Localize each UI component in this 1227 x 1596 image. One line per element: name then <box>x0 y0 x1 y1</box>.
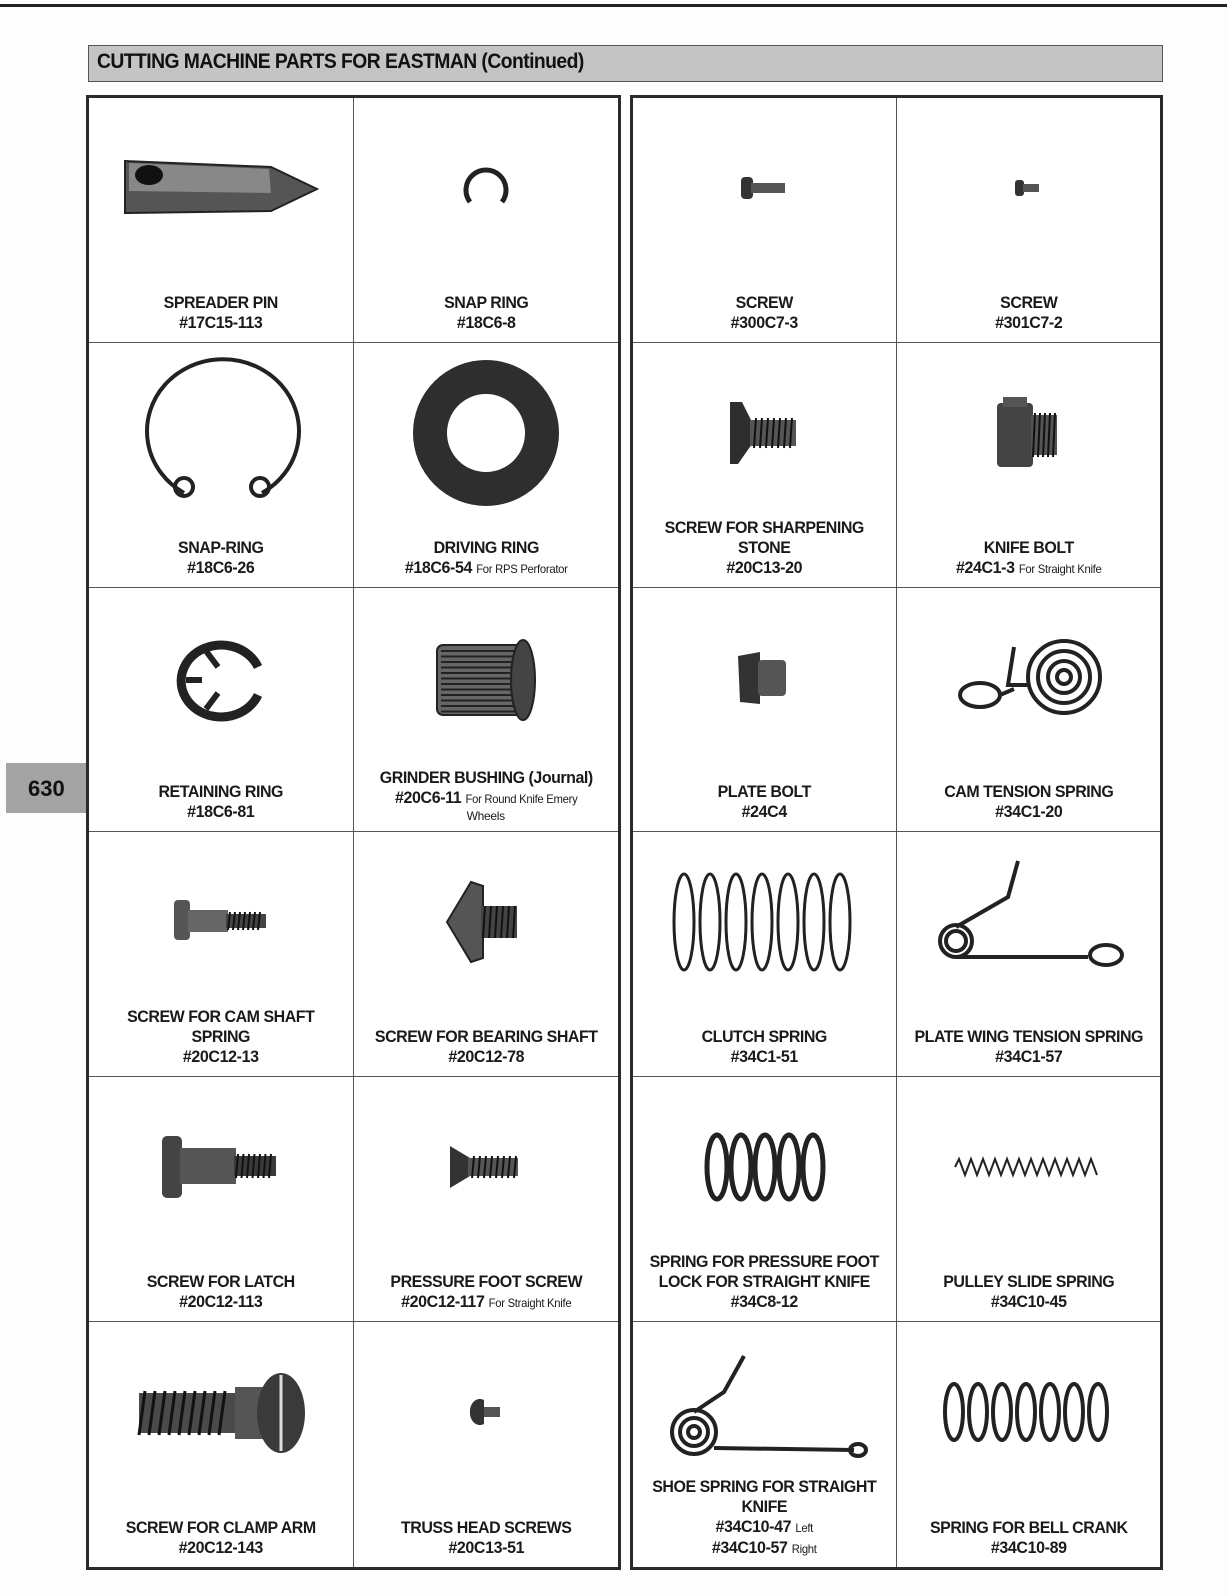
bell-crank-spring-icon <box>897 1332 1161 1492</box>
small-screw-icon <box>633 108 896 268</box>
part-number: #20C12-13 <box>182 1047 259 1067</box>
parts-grid-left <box>86 95 621 1570</box>
part-caption <box>93 293 349 334</box>
part-caption <box>93 782 349 823</box>
part-cell <box>89 832 354 1077</box>
part-caption <box>358 293 615 334</box>
part-number: #34C10-89 <box>990 1537 1067 1557</box>
part-name: SPRING FOR BELL CRANK <box>929 1517 1128 1537</box>
part-number: #20C12-113 <box>179 1292 263 1312</box>
section-header <box>88 45 1163 82</box>
driving-ring-icon <box>354 353 619 513</box>
part-name: GRINDER BUSHING (Journal) <box>379 768 593 788</box>
knife-bolt-icon <box>897 353 1161 513</box>
part-cell <box>354 1322 619 1567</box>
retaining-ring-icon <box>89 598 353 758</box>
part-number: #24C1-3 <box>955 557 1015 577</box>
part-number: #18C6-8 <box>456 312 516 332</box>
clamp-arm-screw-icon <box>89 1332 353 1492</box>
part-number: #18C6-81 <box>187 802 255 822</box>
part-caption <box>637 782 892 823</box>
bearing-screw-icon <box>354 842 619 1002</box>
part-number: #20C13-51 <box>447 1537 524 1557</box>
part-cell <box>354 343 619 588</box>
part-cell <box>89 98 354 343</box>
part-number: #20C12-117 <box>400 1292 484 1312</box>
part-number: #20C12-143 <box>178 1537 263 1557</box>
part-number: #34C8-12 <box>730 1292 798 1312</box>
part-name: CLUTCH SPRING <box>701 1027 827 1047</box>
part-cell <box>354 832 619 1077</box>
part-note: For Straight Knife <box>488 1296 571 1311</box>
part-number: #34C1-51 <box>730 1047 798 1067</box>
part-name-line2: KNIFE <box>741 1496 788 1516</box>
spreader-pin-icon <box>89 108 353 268</box>
part-caption <box>901 1518 1157 1559</box>
part-caption <box>637 1477 892 1559</box>
grinder-bushing-icon <box>354 598 619 758</box>
part-note-alt: Right <box>791 1541 817 1556</box>
tiny-screw-icon <box>897 108 1161 268</box>
part-cell <box>633 1077 897 1322</box>
part-name: SCREW FOR CLAMP ARM <box>125 1517 316 1537</box>
part-cell <box>633 343 897 588</box>
part-name: SCREW FOR LATCH <box>146 1272 295 1292</box>
part-number: #20C13-20 <box>726 557 803 577</box>
part-cell <box>897 1077 1161 1322</box>
page-number-tab <box>6 763 86 813</box>
part-cell <box>897 98 1161 343</box>
part-name: SNAP RING <box>443 292 528 312</box>
part-caption <box>93 538 349 579</box>
part-note-line2: Wheels <box>466 809 505 824</box>
part-caption <box>901 1027 1157 1068</box>
flat-head-screw-icon <box>354 1087 619 1247</box>
part-name: SPRING FOR PRESSURE FOOT <box>649 1252 879 1272</box>
part-name: SNAP-RING <box>178 537 264 557</box>
part-name: DRIVING RING <box>433 537 539 557</box>
coil-spring-icon <box>633 842 896 1002</box>
part-note: For Round Knife Emery <box>465 792 577 807</box>
shoe-spring-icon <box>633 1332 896 1492</box>
cam-tension-spring-icon <box>897 598 1161 758</box>
part-caption <box>637 518 892 579</box>
part-cell <box>633 832 897 1077</box>
part-cell <box>897 588 1161 833</box>
part-name: SCREW <box>999 292 1057 312</box>
part-number: #301C7-2 <box>994 312 1062 332</box>
part-cell <box>633 1322 897 1567</box>
part-cell <box>897 343 1161 588</box>
part-name: PULLEY SLIDE SPRING <box>942 1272 1114 1292</box>
part-name-line2: LOCK FOR STRAIGHT KNIFE <box>658 1272 870 1292</box>
part-caption <box>358 538 615 579</box>
part-name: KNIFE BOLT <box>983 537 1074 557</box>
part-cell <box>633 588 897 833</box>
small-snap-ring-icon <box>354 108 619 268</box>
part-number: #18C6-54 <box>404 557 472 577</box>
page-number: 630 <box>28 776 65 801</box>
part-caption <box>901 1272 1157 1313</box>
part-cell <box>89 1077 354 1322</box>
part-number: #18C6-26 <box>187 557 255 577</box>
part-cell <box>354 588 619 833</box>
plate-bolt-icon <box>633 598 896 758</box>
part-number-alt: #34C10-57 <box>711 1537 788 1557</box>
part-cell <box>633 98 897 343</box>
snap-ring-icon <box>89 353 353 513</box>
part-caption <box>901 293 1157 334</box>
part-caption <box>637 1252 892 1313</box>
part-caption <box>901 538 1157 579</box>
latch-screw-icon <box>89 1087 353 1247</box>
part-name: PLATE BOLT <box>717 782 811 802</box>
shoulder-screw-icon <box>89 842 353 1002</box>
thin-extension-spring-icon <box>897 1087 1161 1247</box>
short-coil-spring-icon <box>633 1087 896 1247</box>
part-caption <box>93 1518 349 1559</box>
part-caption <box>358 1027 615 1068</box>
truss-head-screw-icon <box>354 1332 619 1492</box>
part-number: #20C6-11 <box>394 788 461 808</box>
part-name: SHOE SPRING FOR STRAIGHT <box>652 1476 877 1496</box>
part-name-line2: SPRING <box>191 1027 250 1047</box>
part-name: SCREW <box>735 292 793 312</box>
top-rule <box>0 4 1227 7</box>
part-cell <box>897 832 1161 1077</box>
part-cell <box>89 1322 354 1567</box>
part-number: #20C12-78 <box>447 1047 524 1067</box>
part-cell <box>354 1077 619 1322</box>
countersunk-screw-icon <box>633 353 896 513</box>
part-note: For Straight Knife <box>1018 561 1102 576</box>
part-number: #300C7-3 <box>730 312 798 332</box>
part-caption <box>358 768 615 823</box>
part-cell <box>89 343 354 588</box>
parts-grid-right <box>630 95 1163 1570</box>
part-name: RETAINING RING <box>158 782 284 802</box>
part-name: CAM TENSION SPRING <box>943 782 1113 802</box>
part-cell <box>354 98 619 343</box>
part-caption <box>901 782 1157 823</box>
part-name: SPREADER PIN <box>163 292 278 312</box>
part-name-line2: STONE <box>738 537 791 557</box>
part-name: PLATE WING TENSION SPRING <box>913 1027 1143 1047</box>
part-note: For RPS Perforator <box>475 561 568 576</box>
part-caption <box>637 293 892 334</box>
part-number: #24C4 <box>741 802 787 822</box>
part-name: SCREW FOR CAM SHAFT <box>127 1007 315 1027</box>
part-caption <box>637 1027 892 1068</box>
part-caption <box>93 1007 349 1068</box>
part-caption <box>93 1272 349 1313</box>
part-name: SCREW FOR SHARPENING <box>664 517 864 537</box>
part-number: #34C10-47 <box>715 1516 792 1536</box>
part-number: #17C15-113 <box>179 312 263 332</box>
part-caption <box>358 1272 615 1313</box>
section-title: CUTTING MACHINE PARTS FOR EASTMAN (Continued) <box>97 50 584 73</box>
part-cell <box>89 588 354 833</box>
part-name: TRUSS HEAD SCREWS <box>400 1517 571 1537</box>
part-caption <box>358 1518 615 1559</box>
part-number: #34C10-45 <box>990 1292 1067 1312</box>
part-number: #34C1-20 <box>994 802 1062 822</box>
part-cell <box>897 1322 1161 1567</box>
torsion-spring-icon <box>897 842 1161 1002</box>
part-name: SCREW FOR BEARING SHAFT <box>374 1027 598 1047</box>
part-number: #34C1-57 <box>994 1047 1062 1067</box>
part-note: Left <box>795 1520 814 1535</box>
part-name: PRESSURE FOOT SCREW <box>389 1272 582 1292</box>
